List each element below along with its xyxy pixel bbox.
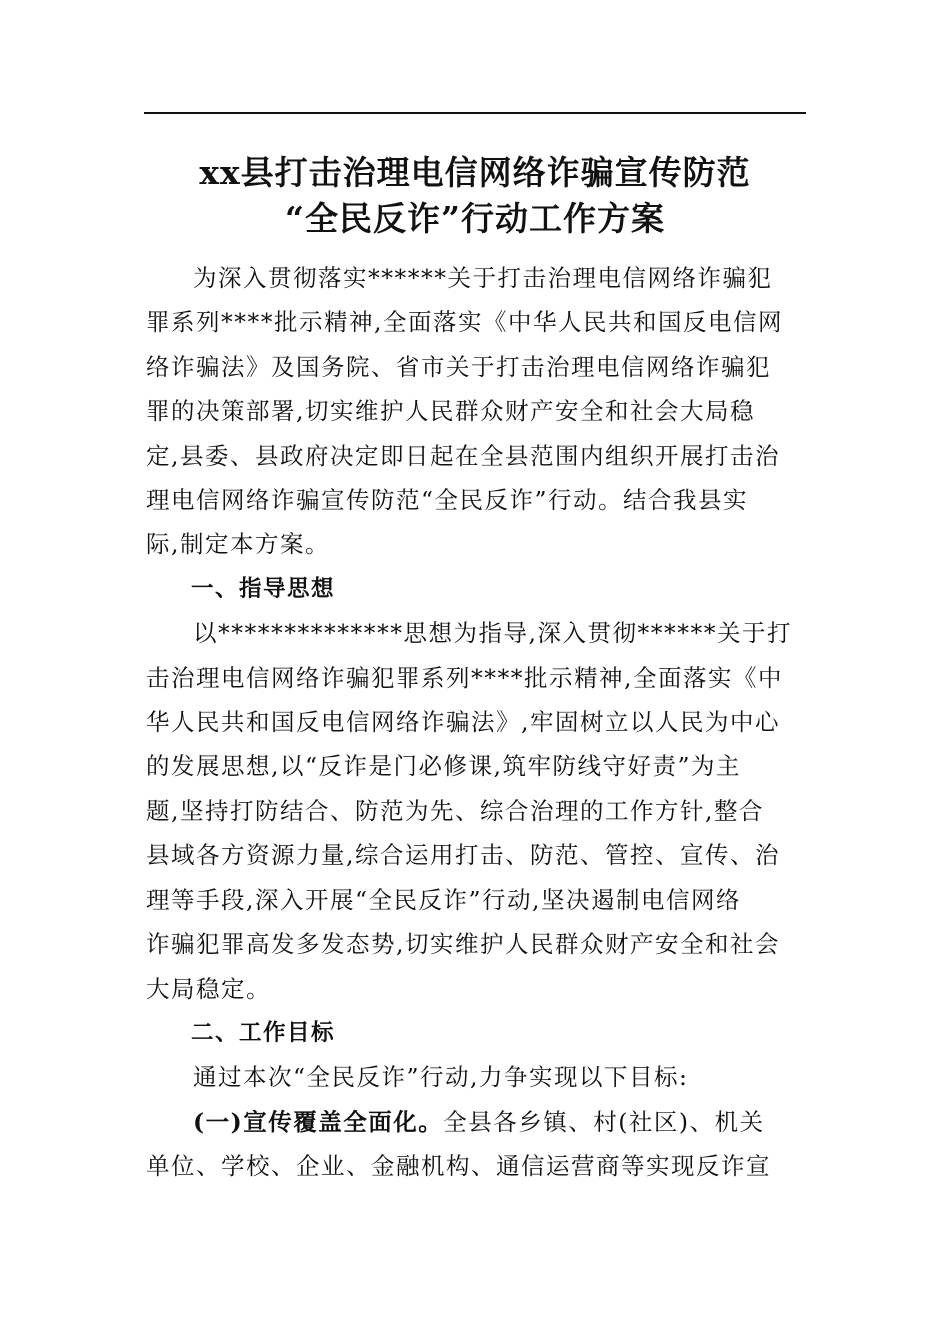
section-heading-work-goals: 二、工作目标 bbox=[191, 1019, 336, 1046]
title-line-1: xx县打击治理电信网络诈骗宣传防范 bbox=[199, 153, 751, 192]
body-line: 县域各方资源力量,综合运用打击、防范、管控、宣传、治 bbox=[146, 841, 780, 870]
intro-paragraph bbox=[146, 256, 801, 567]
document-title bbox=[144, 150, 806, 242]
section-heading-guiding-ideology: 一、指导思想 bbox=[191, 575, 336, 602]
intro-line: 罪系列****批示精神,全面落实《中华人民共和国反电信网 bbox=[146, 308, 783, 337]
intro-line: 罪的决策部署,切实维护人民群众财产安全和社会大局稳 bbox=[146, 397, 755, 426]
work-goals-intro: 通过本次“全民反诈”行动,力争实现以下目标: bbox=[193, 1063, 689, 1092]
goal-1-line bbox=[146, 1100, 801, 1144]
body-line: 诈骗犯罪高发多发态势,切实维护人民群众财产安全和社会 bbox=[146, 930, 780, 959]
goal-1-line-2: 单位、学校、企业、金融机构、通信运营商等实现反诈宣 bbox=[146, 1152, 771, 1181]
body-line: 理等手段,深入开展“全民反诈”行动,坚决遏制电信网络 bbox=[146, 885, 741, 914]
intro-line: 际,制定本方案。 bbox=[146, 530, 330, 559]
body-line: 击治理电信网络诈骗犯罪系列****批示精神,全面落实《中 bbox=[146, 663, 783, 692]
body-line: 华人民共和国反电信网络诈骗法》,牢固树立以人民为中心 bbox=[146, 708, 780, 737]
body-line: 题,坚持打防结合、防范为先、综合治理的工作方针,整合 bbox=[146, 796, 764, 825]
intro-line: 理电信网络诈骗宣传防范“全民反诈”行动。结合我县实 bbox=[146, 486, 749, 515]
header-rule bbox=[144, 112, 806, 114]
body-line: 的发展思想,以“反诈是门必修课,筑牢防线守好责”为主 bbox=[146, 752, 741, 781]
body-line: 以**************思想为指导,深入贯彻******关于打 bbox=[193, 619, 792, 648]
document-body bbox=[146, 256, 801, 1189]
intro-line: 定,县委、县政府决定即日起在全县范围内组织开展打击治 bbox=[146, 441, 780, 470]
goal-1-text: 全县各乡镇、村(社区)、机关 bbox=[443, 1107, 765, 1136]
goal-1-lead: (一)宣传覆盖全面化。 bbox=[193, 1107, 444, 1136]
intro-line: 为深入贯彻落实******关于打击治理电信网络诈骗犯 bbox=[193, 264, 773, 292]
guiding-ideology-paragraph bbox=[146, 611, 801, 1011]
intro-line: 络诈骗法》及国务院、省市关于打击治理电信网络诈骗犯 bbox=[146, 352, 771, 381]
goal-1-paragraph bbox=[146, 1100, 801, 1189]
body-line: 大局稳定。 bbox=[146, 974, 271, 1003]
title-line-2: “全民反诈”行动工作方案 bbox=[285, 199, 665, 238]
